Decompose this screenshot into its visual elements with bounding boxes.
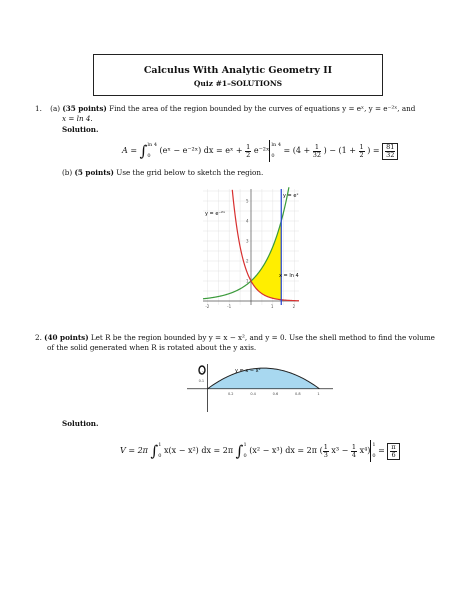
q2-answer-num: π	[391, 442, 396, 451]
q1b-text: Use the grid below to sketch the region.	[116, 168, 264, 177]
q1-eval-lower: 0	[271, 153, 275, 159]
q2-int-limits-1	[158, 440, 161, 462]
q2-x-tick-label: 0.6	[272, 391, 279, 396]
q2-text1: Let R be the region bounded by y = x − x², and y = 0. Use the shell method to find the volume	[90, 333, 435, 342]
integral-sign-3: ∫	[235, 442, 244, 460]
q1-frac-half2-num: 1	[359, 142, 364, 151]
q1-frac-half-num: 1	[246, 142, 251, 151]
q1-x-tick-label: -1	[227, 304, 232, 309]
q2-eq-d: x⁴	[359, 446, 368, 455]
q2-x-tick-label: 0.8	[295, 391, 301, 396]
q2-label-curve: y = x − x²	[235, 368, 261, 374]
q2-frac3-num: 1	[323, 442, 328, 451]
q1-y-tick-label: 1	[246, 278, 249, 284]
q1-frac-half-den: 2	[246, 150, 251, 159]
q2-int-limits-2	[244, 440, 247, 462]
q1-graph	[195, 185, 305, 315]
page-subtitle: Quiz #1–SOLUTIONS	[193, 79, 283, 88]
q1-frac-half-2	[359, 144, 365, 159]
q2-x-tick-label: 0.4	[250, 391, 256, 396]
q1-frac-32-den: 32	[312, 150, 322, 159]
q1-frac-half2-den: 2	[359, 150, 364, 159]
q1-anti-a: eˣ +	[225, 146, 243, 155]
q2-graph	[185, 362, 335, 414]
q2-frac-3	[323, 444, 329, 459]
q1-step-a: = (4 +	[283, 146, 311, 155]
q2-answer-box	[387, 443, 399, 460]
q1-anti-b: e⁻²ˣ	[253, 146, 270, 155]
q2-eq-e: =	[378, 446, 385, 455]
q2-eval-upper: 1	[372, 442, 376, 448]
q2-frac4-den: 4	[351, 450, 357, 459]
q1-y-tick-label: 2	[246, 258, 249, 264]
q2-eval-bar	[370, 440, 375, 462]
q1b-label: (b)	[62, 168, 73, 177]
q1-number: 1.	[35, 104, 42, 113]
q1-equation	[122, 140, 398, 162]
q1-x-tick-label: 1	[270, 304, 274, 309]
q1-int-lower: 0	[147, 153, 151, 159]
q2-eq-lhs: V = 2π	[120, 446, 148, 455]
q1-frac-32-num: 1	[313, 144, 321, 152]
q1-eval-upper: ln 4	[271, 142, 281, 148]
q1-int-upper: ln 4	[147, 142, 157, 148]
q1-solution-label: Solution.	[62, 125, 99, 134]
q1a-text2: x = ln 4.	[62, 114, 93, 123]
q2-number: 2.	[35, 333, 42, 342]
q2-frac4-num: 1	[351, 442, 357, 451]
q1-line1	[35, 104, 415, 114]
q2-frac3-den: 3	[323, 450, 328, 459]
q1-answer-num: 81	[386, 142, 395, 151]
q2-eval-lower: 0	[372, 453, 376, 459]
q2-upper-2: 1	[243, 442, 247, 448]
page-title: Calculus With Analytic Geometry II	[143, 65, 333, 76]
q2-x-tick-label: 1	[317, 391, 320, 396]
q1-answer-den: 32	[386, 150, 395, 159]
q1-answer-box	[382, 143, 398, 160]
q1-x-tick-label: 2	[292, 304, 296, 309]
q2-solution-label: Solution.	[62, 419, 99, 428]
q1-y-tick-label: 5	[246, 198, 249, 204]
q2-y-tick-label: 0.1	[198, 379, 205, 383]
q2-answer-den: 6	[391, 450, 396, 459]
q1-eq-lhs: A =	[122, 146, 138, 155]
q1-label-e2x: y = e⁻²ˣ	[205, 211, 226, 217]
q2-line1	[35, 333, 435, 343]
q2-eq-b: (x² − x³) dx = 2π	[249, 446, 318, 455]
q1-integrand: (eˣ − e⁻²ˣ) dx =	[159, 146, 223, 155]
integral-sign: ∫	[139, 142, 148, 160]
q2-lower-2: 0	[243, 453, 247, 459]
q1-label-ln4: x = ln 4	[279, 273, 299, 279]
q1b-line	[62, 168, 263, 178]
q2-lower-1: 0	[158, 453, 162, 459]
q2-upper-1: 1	[158, 442, 162, 448]
integral-sign-2: ∫	[150, 442, 159, 460]
q1-step-c: ) =	[367, 146, 380, 155]
q1-frac-32	[313, 144, 321, 159]
q1-eval-bar	[269, 140, 281, 162]
q1-frac-half	[245, 144, 251, 159]
q1b-points: (5 points)	[74, 168, 114, 177]
q1a-label: (a)	[50, 104, 61, 113]
q1-x-tick-label: -2	[205, 304, 210, 309]
q1-y-tick-label: 4	[246, 218, 249, 224]
q2-text2: of the solid generated when R is rotated about the y axis.	[47, 343, 257, 352]
q1-step-b: ) − (1 +	[323, 146, 356, 155]
q2-y-tick-label: 0.2	[198, 370, 205, 375]
title-box	[93, 54, 383, 96]
q1a-text: Find the area of the region bounded by the curves of equations y = eˣ, y = e⁻²ˣ, and	[109, 104, 416, 113]
q1-label-ex: y = eˣ	[283, 193, 299, 199]
q2-equation: V = 2π ∫ 1 0 x(x − x²) dx = 2π ∫ 1 0 (x² − x³) dx = 2π ( $\frac{1}{3}$ x³ − $\frac{1}{4}$ x⁴) 1 0 = $\frac{\pi}{6}$	[120, 440, 400, 462]
q2-eq-c: x³ −	[331, 446, 349, 455]
q1-y-tick-label: 3	[246, 238, 249, 244]
q2-points: (40 points)	[44, 333, 89, 342]
q2-frac-4	[351, 444, 357, 459]
q2-x-tick-label: 0.2	[227, 391, 234, 396]
q1a-points: (35 points)	[62, 104, 107, 113]
q2-eq-a: x(x − x²) dx = 2π	[164, 446, 234, 455]
q1-int-limits	[147, 140, 157, 162]
